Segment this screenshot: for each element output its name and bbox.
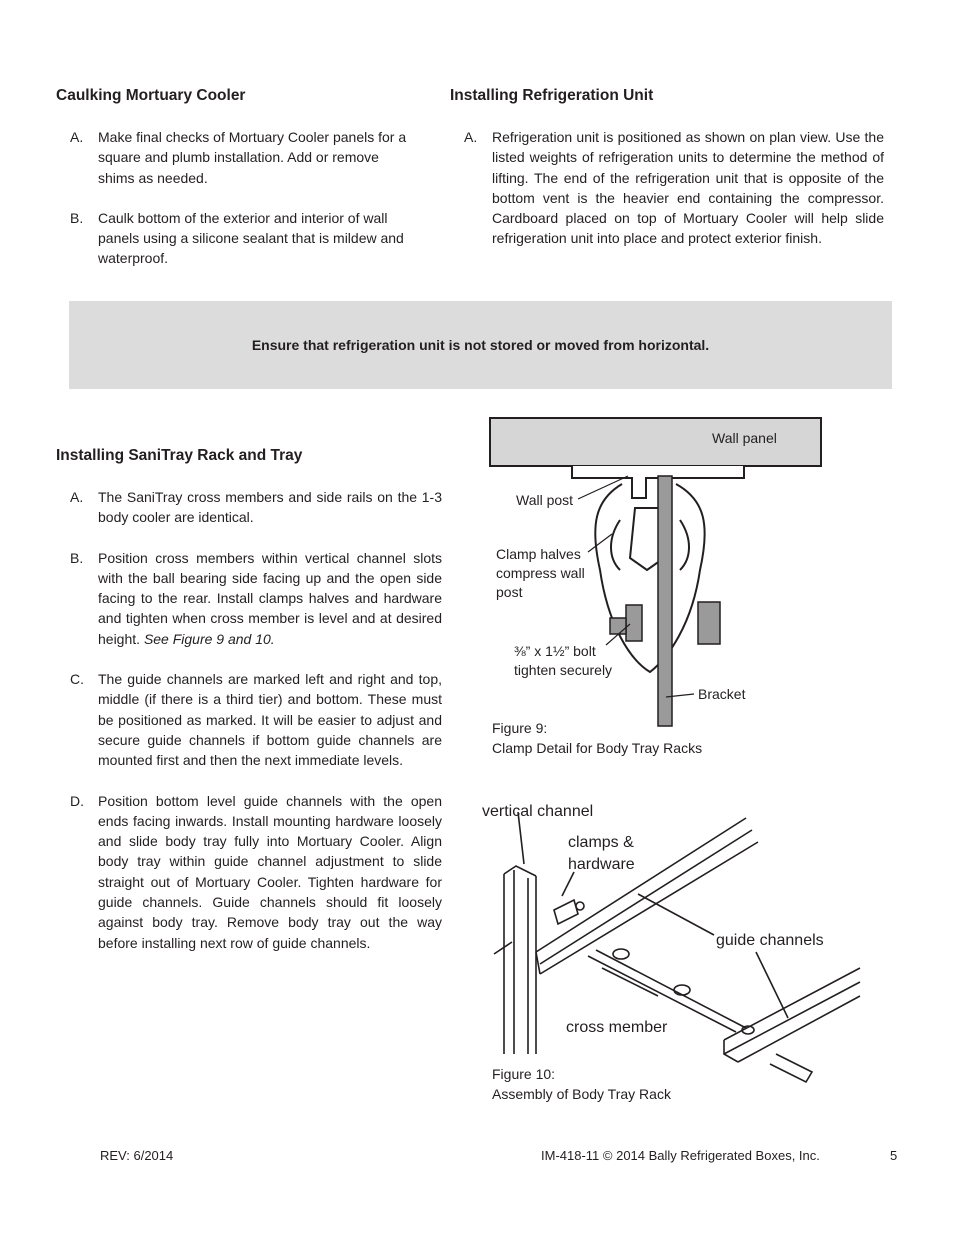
caulking-list bbox=[56, 127, 418, 269]
section-heading-refrigeration: Installing Refrigeration Unit bbox=[450, 87, 654, 104]
label-bracket: Bracket bbox=[698, 686, 746, 702]
clamp-hardware-shape bbox=[554, 900, 578, 924]
label-compress-wall: compress wall bbox=[496, 565, 585, 581]
list-marker: B. bbox=[70, 209, 84, 226]
list-item-text: Position cross members within vertical channel slots with the ball bearing side facing up and the open side facing to the rear. Install clamps halves and hardware and tighten when cross member is level and at desired height. bbox=[98, 549, 442, 647]
clamp-bolt bbox=[576, 902, 584, 910]
figure-10-tray-rack bbox=[476, 792, 862, 1092]
page-number: 5 bbox=[890, 1148, 898, 1163]
list-item-text: The guide channels are marked left and right and top, middle (if there is a third tier) and bottom. These must be positioned as marked. It will be easier to adjust and secure guide channels if bottom guide channels are mounted first and then the next immediate levels. bbox=[98, 671, 442, 769]
cross-member-bearing bbox=[674, 985, 690, 995]
label-cross-member: cross member bbox=[566, 1019, 668, 1036]
list-item bbox=[56, 548, 442, 649]
list-marker: A. bbox=[70, 129, 84, 145]
figure-9-caption bbox=[492, 718, 702, 758]
list-item bbox=[450, 127, 884, 249]
list-item bbox=[56, 669, 442, 770]
list-item bbox=[56, 127, 418, 188]
figure-9-title: Clamp Detail for Body Tray Racks bbox=[492, 740, 703, 756]
list-item bbox=[56, 487, 442, 528]
figure-9-clamp-detail bbox=[480, 410, 840, 730]
list-marker: D. bbox=[70, 792, 84, 809]
label-guide-channels: guide channels bbox=[716, 932, 824, 949]
cross-member-leader bbox=[602, 968, 658, 996]
footer-document-id: IM-418-11 © 2014 Bally Refrigerated Boxes, Inc. bbox=[541, 1148, 820, 1163]
wall-post-leader bbox=[578, 476, 628, 499]
list-item-text: The SaniTray cross members and side rails on the 1-3 body cooler are identical. bbox=[98, 489, 442, 526]
lower-guide-channel bbox=[724, 968, 860, 1062]
list-item-text: Caulk bottom of the exterior and interior of wall panels using a silicone sealant that is mildew and waterproof. bbox=[98, 209, 404, 267]
label-tighten-securely: tighten securely bbox=[514, 662, 613, 678]
clamp-right-half bbox=[680, 520, 689, 570]
footer-revision: REV: 6/2014 bbox=[100, 1148, 174, 1163]
vertical-channel-pin bbox=[494, 942, 512, 954]
figure-10-caption bbox=[492, 1064, 671, 1104]
label-bolt-size: ⅜” x 1½” bolt bbox=[514, 643, 596, 659]
figure-reference: See Figure 9 and 10. bbox=[143, 630, 275, 647]
guide-channels-leader-2 bbox=[756, 952, 788, 1018]
list-item-text: Make final checks of Mortuary Cooler panels for a square and plumb installation. Add or remove shims as needed. bbox=[98, 129, 407, 186]
guide-channels-leader-1 bbox=[638, 894, 714, 935]
lower-cross-member-end bbox=[770, 1054, 812, 1082]
label-vertical-channel: vertical channel bbox=[482, 803, 594, 820]
nut-left bbox=[610, 618, 626, 634]
label-hardware: hardware bbox=[568, 856, 635, 873]
label-clamps: clamps & bbox=[568, 834, 634, 851]
vertical-channel-shape bbox=[504, 870, 536, 1054]
list-marker: A. bbox=[464, 129, 478, 145]
list-item bbox=[56, 208, 418, 269]
list-item-text: Refrigeration unit is positioned as shown on plan view. Use the listed weights of refrigeration units to determine the method of lifting. The end of the refrigeration unit that is opposite of the bottom vent is the heavier end containing the compressor. Cardboard placed on top of Mortuary Cooler will help slide refrigeration unit into place and protect exterior finish. bbox=[492, 129, 884, 247]
clamps-leader bbox=[562, 872, 574, 896]
clamp-left-half bbox=[611, 520, 620, 570]
callout-text: Ensure that refrigeration unit is not stored or moved from horizontal. bbox=[251, 337, 710, 353]
figure-9-number: Figure 9: bbox=[492, 720, 548, 736]
vertical-channel-top bbox=[504, 866, 536, 876]
list-item bbox=[56, 791, 442, 953]
bracket-shape bbox=[658, 476, 672, 726]
sanitray-list bbox=[56, 487, 442, 953]
label-clamp-halves: Clamp halves bbox=[496, 546, 581, 562]
label-wall-post: Wall post bbox=[516, 492, 574, 508]
figure-10-title: Assembly of Body Tray Rack bbox=[492, 1086, 671, 1102]
list-marker: A. bbox=[70, 489, 84, 505]
clamp-leader bbox=[588, 534, 612, 552]
list-marker: B. bbox=[70, 549, 84, 566]
cross-member-bearing bbox=[613, 949, 629, 959]
section-heading-sanitray: Installing SaniTray Rack and Tray bbox=[56, 447, 303, 464]
refrigeration-list bbox=[450, 127, 884, 249]
label-wall-panel: Wall panel bbox=[712, 430, 777, 446]
warning-callout bbox=[69, 301, 892, 389]
figure-10-number: Figure 10: bbox=[492, 1066, 556, 1082]
clamp-outer-shape bbox=[595, 484, 704, 672]
list-item-text: Position bottom level guide channels with the open ends facing inwards. Install mounting hardware loosely and slide body tray fully into Mortuary Cooler. Align body tray within guide channel adjustment to slide straight out of Mortuary Cooler. Tighten hardware for guide channels. Guide channels should fit loosely against body tray. Remove body tray out the way before installing next row of guide channels. bbox=[98, 792, 442, 951]
section-heading-caulking: Caulking Mortuary Cooler bbox=[56, 87, 246, 104]
bolt-head-left bbox=[626, 605, 642, 641]
list-marker: C. bbox=[70, 671, 84, 688]
bolt-head-right bbox=[698, 602, 720, 644]
label-post: post bbox=[496, 584, 523, 600]
